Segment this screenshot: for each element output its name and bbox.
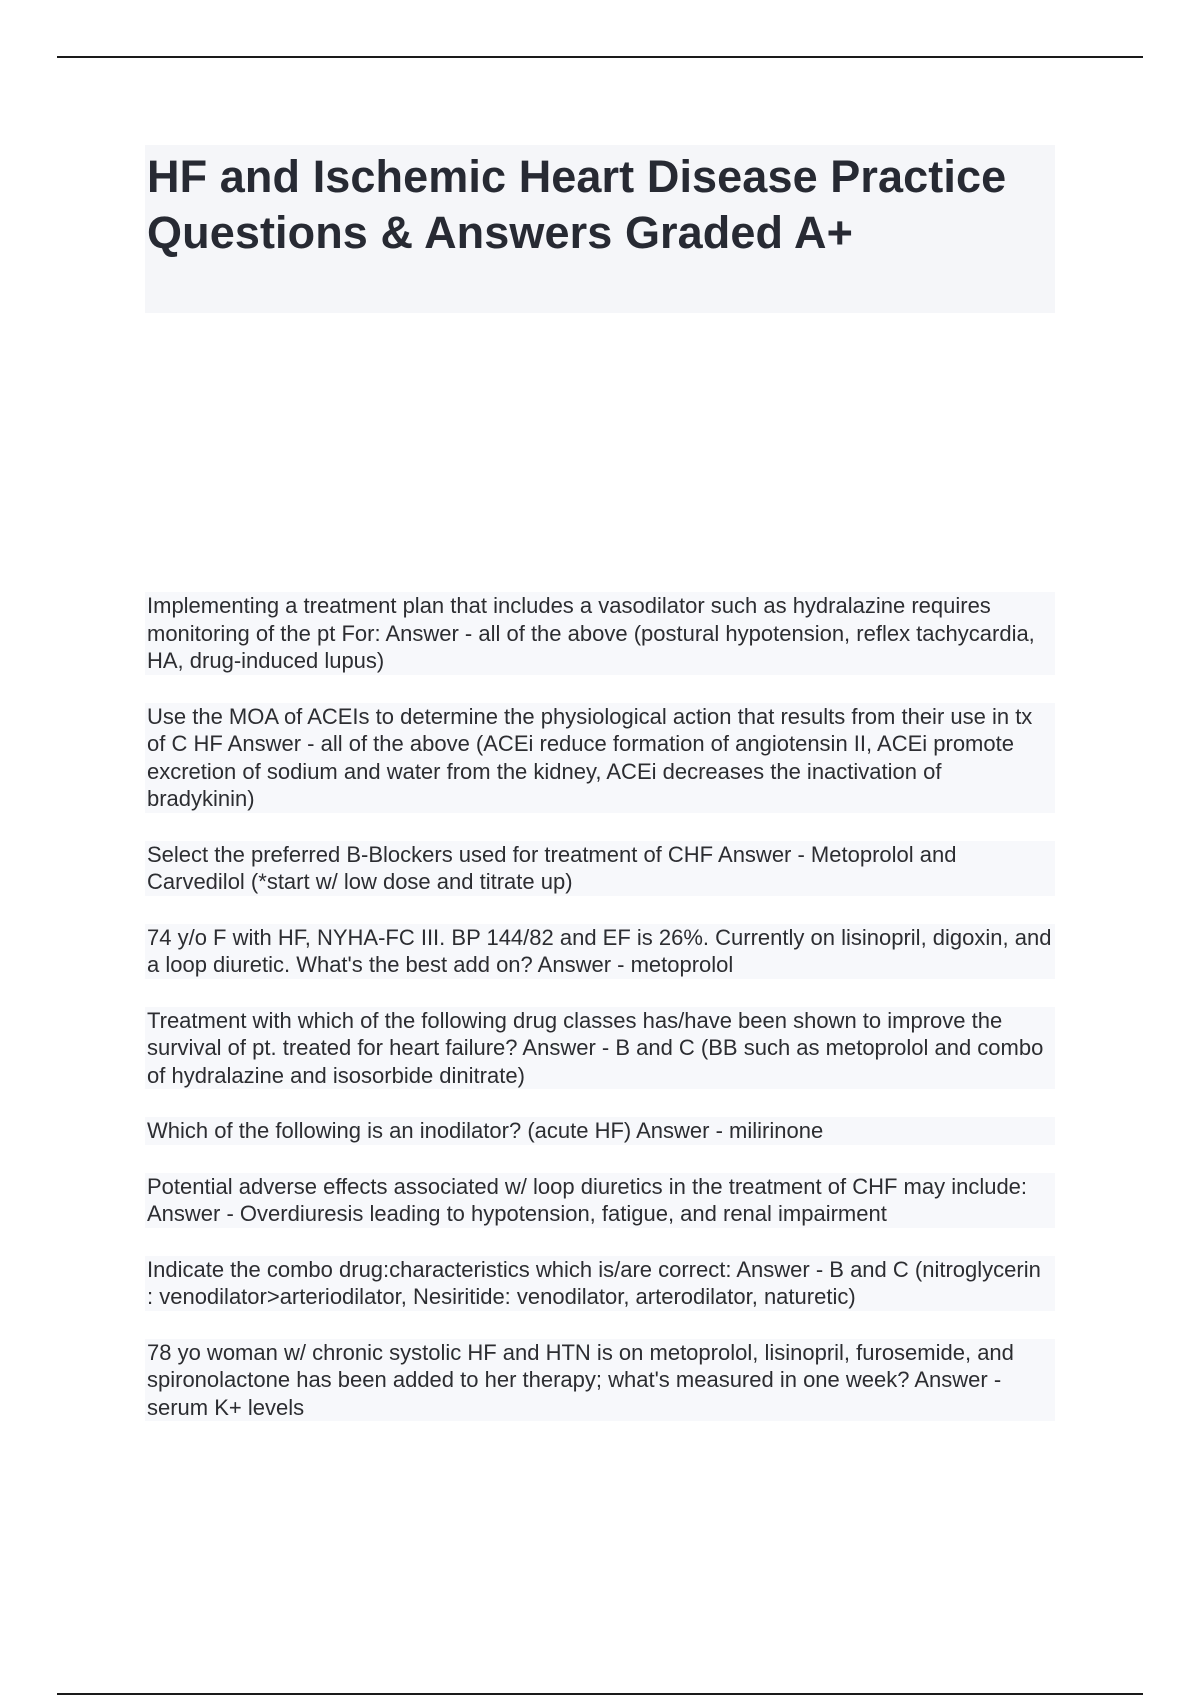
qa-item-2: Use the MOA of ACEIs to determine the physiological action that results from their use in tx of C HF Answer - all of the above (ACEi reduce formation of angiotensin II, ACEi promote excretion of sodium and water from the kidney, ACEi decreases the inactivation of bradykinin) bbox=[145, 703, 1055, 813]
qa-list bbox=[145, 592, 1055, 1449]
qa-item-6: Which of the following is an inodilator? (acute HF) Answer - milirinone bbox=[145, 1117, 1055, 1145]
qa-item-4: 74 y/o F with HF, NYHA-FC III. BP 144/82 and EF is 26%. Currently on lisinopril, digoxin, and a loop diuretic. What's the best add on? Answer - metoprolol bbox=[145, 924, 1055, 979]
document-title: HF and Ischemic Heart Disease Practice Questions & Answers Graded A+ bbox=[147, 151, 1007, 258]
bottom-divider bbox=[57, 1693, 1143, 1695]
qa-item-9: 78 yo woman w/ chronic systolic HF and HTN is on metoprolol, lisinopril, furosemide, and spironolactone has been added to her therapy; what's measured in one week? Answer - serum K+ levels bbox=[145, 1339, 1055, 1422]
qa-item-5: Treatment with which of the following drug classes has/have been shown to improve the survival of pt. treated for heart failure? Answer - B and C (BB such as metoprolol and combo of hydralazine and isosorbide dinitrate) bbox=[145, 1007, 1055, 1090]
qa-item-3: Select the preferred B-Blockers used for treatment of CHF Answer - Metoprolol and Carvedilol (*start w/ low dose and titrate up) bbox=[145, 841, 1055, 896]
qa-item-7: Potential adverse effects associated w/ loop diuretics in the treatment of CHF may include: Answer - Overdiuresis leading to hypotension, fatigue, and renal impairment bbox=[145, 1173, 1055, 1228]
top-divider bbox=[57, 56, 1143, 58]
qa-item-8: Indicate the combo drug:characteristics which is/are correct: Answer - B and C (nitroglycerin : venodilator>arteriodilator, Nesiritide: venodilator, arterodilator, naturetic) bbox=[145, 1256, 1055, 1311]
title-block bbox=[145, 145, 1055, 313]
qa-item-1: Implementing a treatment plan that includes a vasodilator such as hydralazine requires monitoring of the pt For: Answer - all of the above (postural hypotension, reflex tachycardia, HA, drug-induced lupus) bbox=[145, 592, 1055, 675]
